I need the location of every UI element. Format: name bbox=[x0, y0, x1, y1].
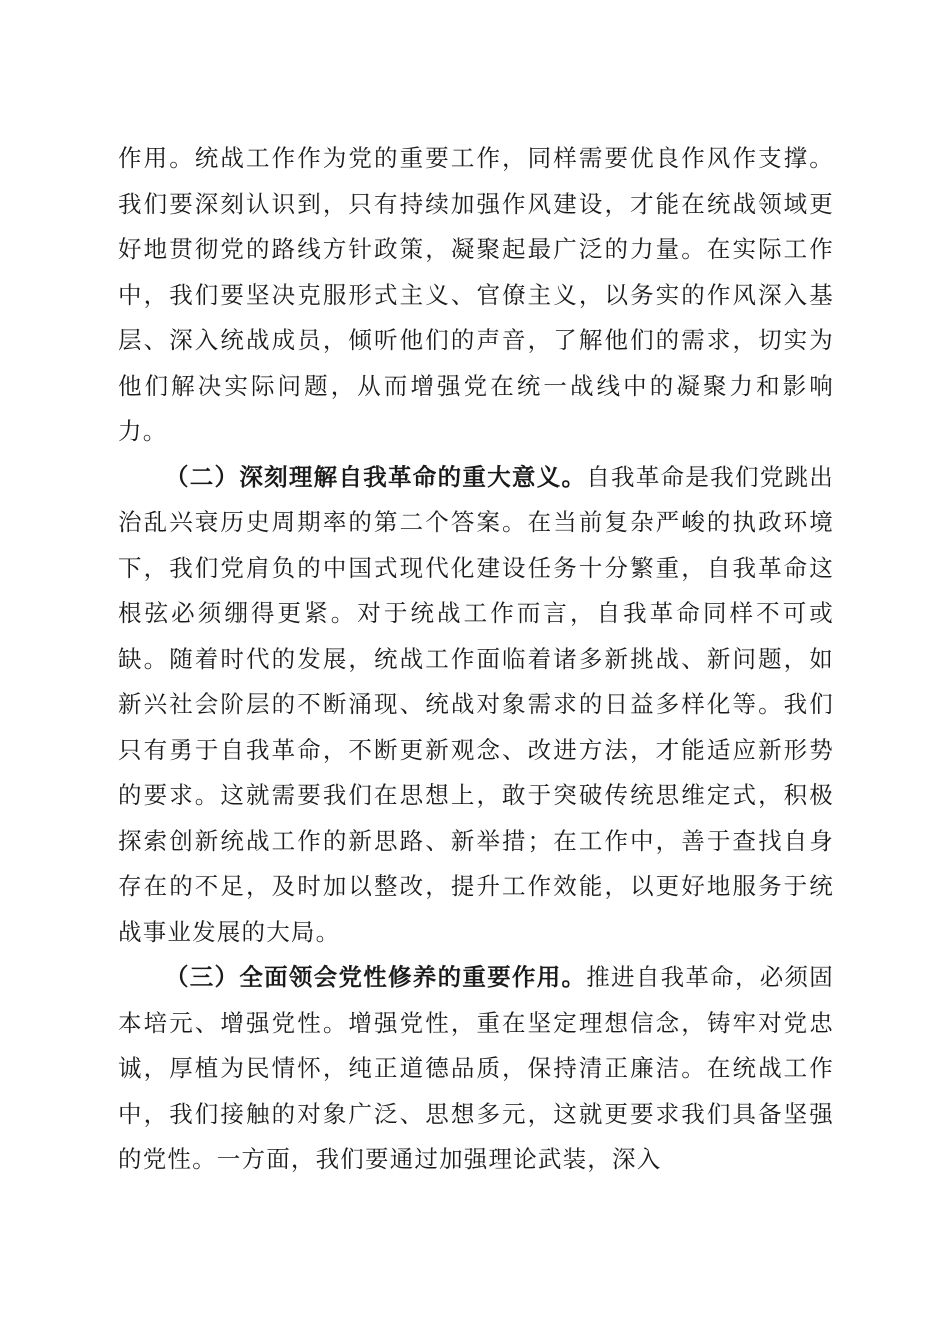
paragraph-section-2 bbox=[118, 455, 834, 956]
paragraph-continuation bbox=[118, 136, 834, 455]
section-heading: （二）深刻理解自我革命的重大意义。 bbox=[165, 462, 587, 491]
section-heading: （三）全面领会党性修养的重要作用。 bbox=[165, 963, 587, 991]
document-body bbox=[118, 136, 834, 1183]
paragraph-text: 作用。统战工作作为党的重要工作，同样需要优良作风作支撑。我们要深刻认识到，只有持续加强作风建设，才能在统战领域更好地贯彻党的路线方针政策，凝聚起最广泛的力量。在实际工作中，我们要坚决克服形式主义、官僚主义，以务实的作风深入基层、深入统战成员，倾听他们的声音，了解他们的需求，切实为他们解决实际问题，从而增强党在统一战线中的凝聚力和影响力。 bbox=[118, 144, 834, 445]
paragraph-section-3 bbox=[118, 955, 834, 1183]
paragraph-text: 推进自我革命，必须固本培元、增强党性。增强党性，重在坚定理想信念，铸牢对党忠诚，厚植为民情怀，纯正道德品质，保持清正廉洁。在统战工作中，我们接触的对象广泛、思想多元，这就更要求我们具备坚强的党性。一方面，我们要通过加强理论武装，深入 bbox=[118, 963, 835, 1173]
paragraph-text: 自我革命是我们党跳出治乱兴衰历史周期率的第二个答案。在当前复杂严峻的执政环境下，我们党肩负的中国式现代化建设任务十分繁重，自我革命这根弦必须绷得更紧。对于统战工作而言，自我革命同样不可或缺。随着时代的发展，统战工作面临着诸多新挑战、新问题，如新兴社会阶层的不断涌现、统战对象需求的日益多样化等。我们只有勇于自我革命，不断更新观念、改进方法，才能适应新形势的要求。这就需要我们在思想上，敢于突破传统思维定式，积极探索创新统战工作的新思路、新举措；在工作中，善于查找自身存在的不足，及时加以整改，提升工作效能，以更好地服务于统战事业发展的大局。 bbox=[118, 462, 835, 946]
